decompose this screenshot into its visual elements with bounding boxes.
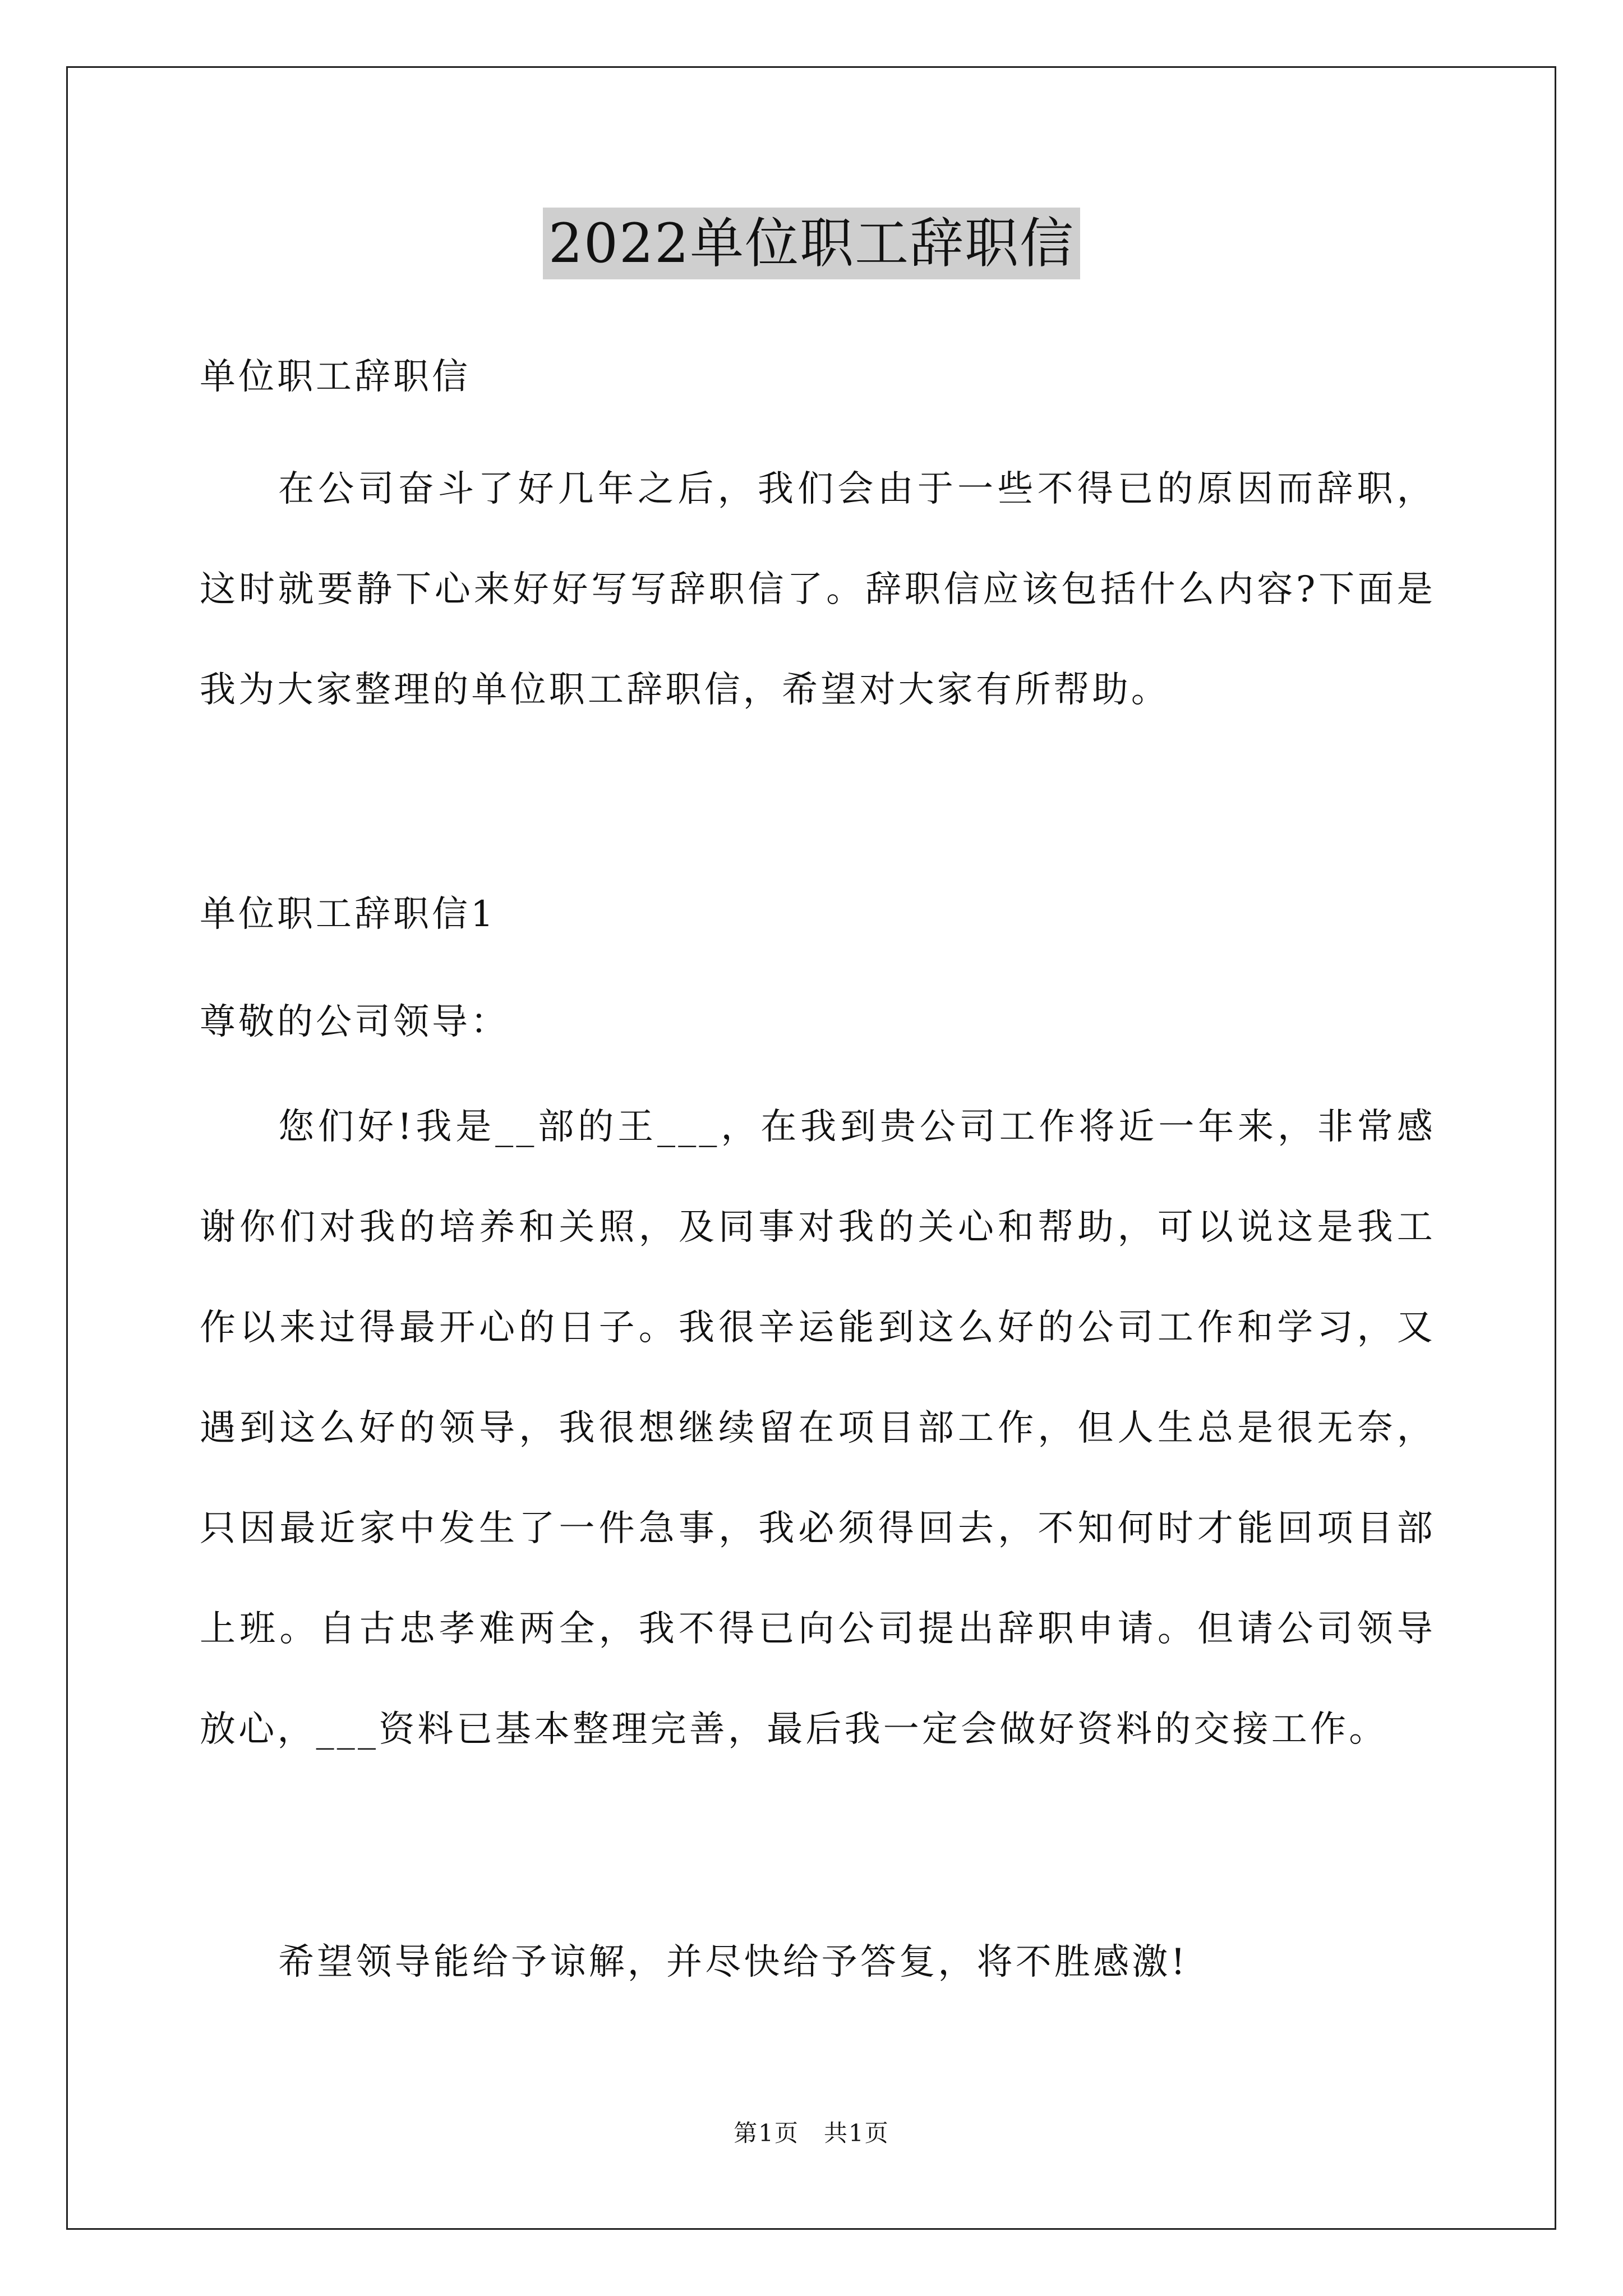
- body-paragraph: 您们好!我是__部的王___，在我到贵公司工作将近一年来，非常感谢你们对我的培养和关照，及同事对我的关心和帮助，可以说这是我工作以来过得最开心的日子。我很辛运能到这么好的公司工作和学习，又遇到这么好的领导，我很想继续留在项目部工作，但人生总是很无奈，只因最近家中发生了一件急事，我必须得回去，不知何时才能回项目部上班。自古忠孝难两全，我不得已向公司提出辞职申请。但请公司领导放心，___资料已基本整理完善，最后我一定会做好资料的交接工作。: [200, 1106, 1436, 1750]
- title-container: [0, 208, 1623, 279]
- closing-paragraph: 希望领导能给予谅解，并尽快给予答复，将不胜感激!: [278, 1941, 1188, 1983]
- document-title: 2022单位职工辞职信: [543, 208, 1080, 279]
- salutation: 尊敬的公司领导：: [200, 1001, 509, 1043]
- intro-paragraph: 在公司奋斗了好几年之后，我们会由于一些不得已的原因而辞职，这时就要静下心来好好写写辞职信了。辞职信应该包括什么内容?下面是我为大家整理的单位职工辞职信，希望对大家有所帮助。: [200, 468, 1436, 711]
- document-subtitle: 单位职工辞职信: [200, 356, 471, 398]
- section-heading: 单位职工辞职信1: [200, 894, 496, 935]
- page-footer: 第1页 共1页: [734, 2119, 889, 2147]
